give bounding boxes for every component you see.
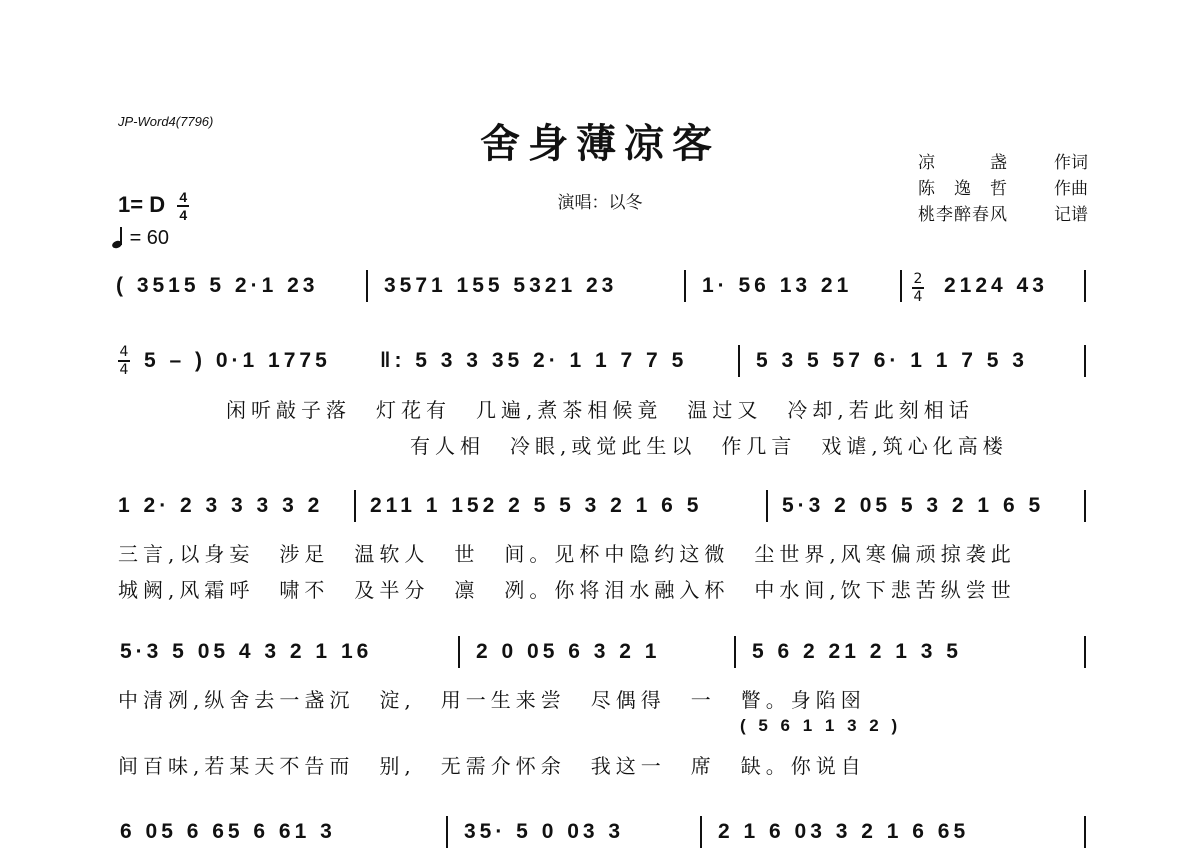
measure: 5 3 5 57 6· 1 1 7 5 3 — [756, 349, 1028, 372]
credit-role: 作词 — [1054, 153, 1088, 173]
time-top: 2 — [913, 271, 923, 287]
measure: 2 0 05 6 3 2 1 — [476, 640, 661, 663]
lyric-line: 城阙,风霜呼 啸不 及半分 凛 冽。你将泪水融入杯 中水间,饮下悲苦纵尝世 — [118, 578, 1016, 602]
measure: 35· 5 0 03 3 — [464, 820, 625, 843]
measure: ( 3515 5 2·1 23 — [116, 274, 319, 297]
key-signature — [118, 190, 189, 222]
measure: 5 – ) 0·1 1775 — [144, 349, 331, 372]
time-bottom: 4 — [179, 207, 188, 223]
measure: 5 6 2 21 2 1 3 5 — [752, 640, 962, 663]
measure: 6 05 6 65 6 61 3 — [120, 820, 336, 843]
lyric-line: 中清冽,纵舍去一盏沉 淀, 用一生来尝 尽偶得 一 瞥。身陷囹 — [118, 688, 866, 712]
measure: 1 2· 2 3 3 3 3 2 — [118, 494, 324, 517]
key-label: 1= D — [118, 191, 166, 217]
lyric-line: 三言,以身妄 涉足 温软人 世 间。见杯中隐约这微 尘世界,风寒偏顽掠袭此 — [118, 542, 1016, 566]
lyric-line: 间百味,若某天不告而 别, 无需介怀余 我这一 席 缺。你说自 — [118, 754, 866, 778]
credit-role: 作曲 — [1054, 179, 1088, 199]
measure: 2 1 6 03 3 2 1 6 65 — [718, 820, 970, 843]
time-top: 4 — [119, 344, 129, 360]
app-tag: JP-Word4(7796) — [118, 114, 214, 129]
alternate-phrase: ( 5 6 1 1 3 2 ) — [740, 716, 902, 735]
measure: 3571 155 5321 23 — [384, 274, 618, 297]
page-title: 舍身薄凉客 — [480, 120, 720, 167]
singer-credit: 演唱：以冬 — [557, 193, 643, 213]
time-change — [912, 272, 924, 304]
measure: ‖: 5 3 3 35 2· 1 1 7 7 5 — [380, 349, 688, 372]
measure: 2124 43 — [944, 274, 1048, 297]
time-change — [118, 345, 130, 377]
time-bottom: 4 — [913, 289, 923, 305]
lyric-line: 闲听敲子落 灯花有 几遍,煮茶相候竟 温过又 冷却,若此刻相话 — [226, 398, 974, 422]
measure: 5·3 5 05 4 3 2 1 16 — [120, 640, 373, 663]
time-top: 4 — [179, 189, 188, 205]
composer-credit — [918, 176, 1088, 202]
credit-name: 桃李醉春风 — [918, 205, 1008, 225]
credit-name: 陈 逸 哲 — [918, 179, 1008, 199]
tempo-value: = 60 — [129, 227, 170, 249]
credit-role: 记谱 — [1054, 205, 1088, 225]
transcriber-credit — [918, 202, 1088, 228]
lyricist-credit — [918, 150, 1088, 176]
time-bottom: 4 — [119, 362, 129, 378]
measure: 5·3 2 05 5 3 2 1 6 5 — [782, 494, 1045, 517]
measure: 1· 56 13 21 — [702, 274, 853, 297]
lyric-line: 有人相 冷眼,或觉此生以 作几言 戏谑,筑心化高楼 — [410, 434, 1008, 458]
credits-block — [918, 150, 1088, 228]
measure: 211 1 152 2 5 5 3 2 1 6 5 — [370, 494, 703, 517]
tempo-marking — [112, 226, 169, 250]
quarter-note-icon — [112, 226, 124, 248]
time-signature — [177, 190, 189, 222]
credit-name: 凉 盏 — [918, 153, 1008, 173]
